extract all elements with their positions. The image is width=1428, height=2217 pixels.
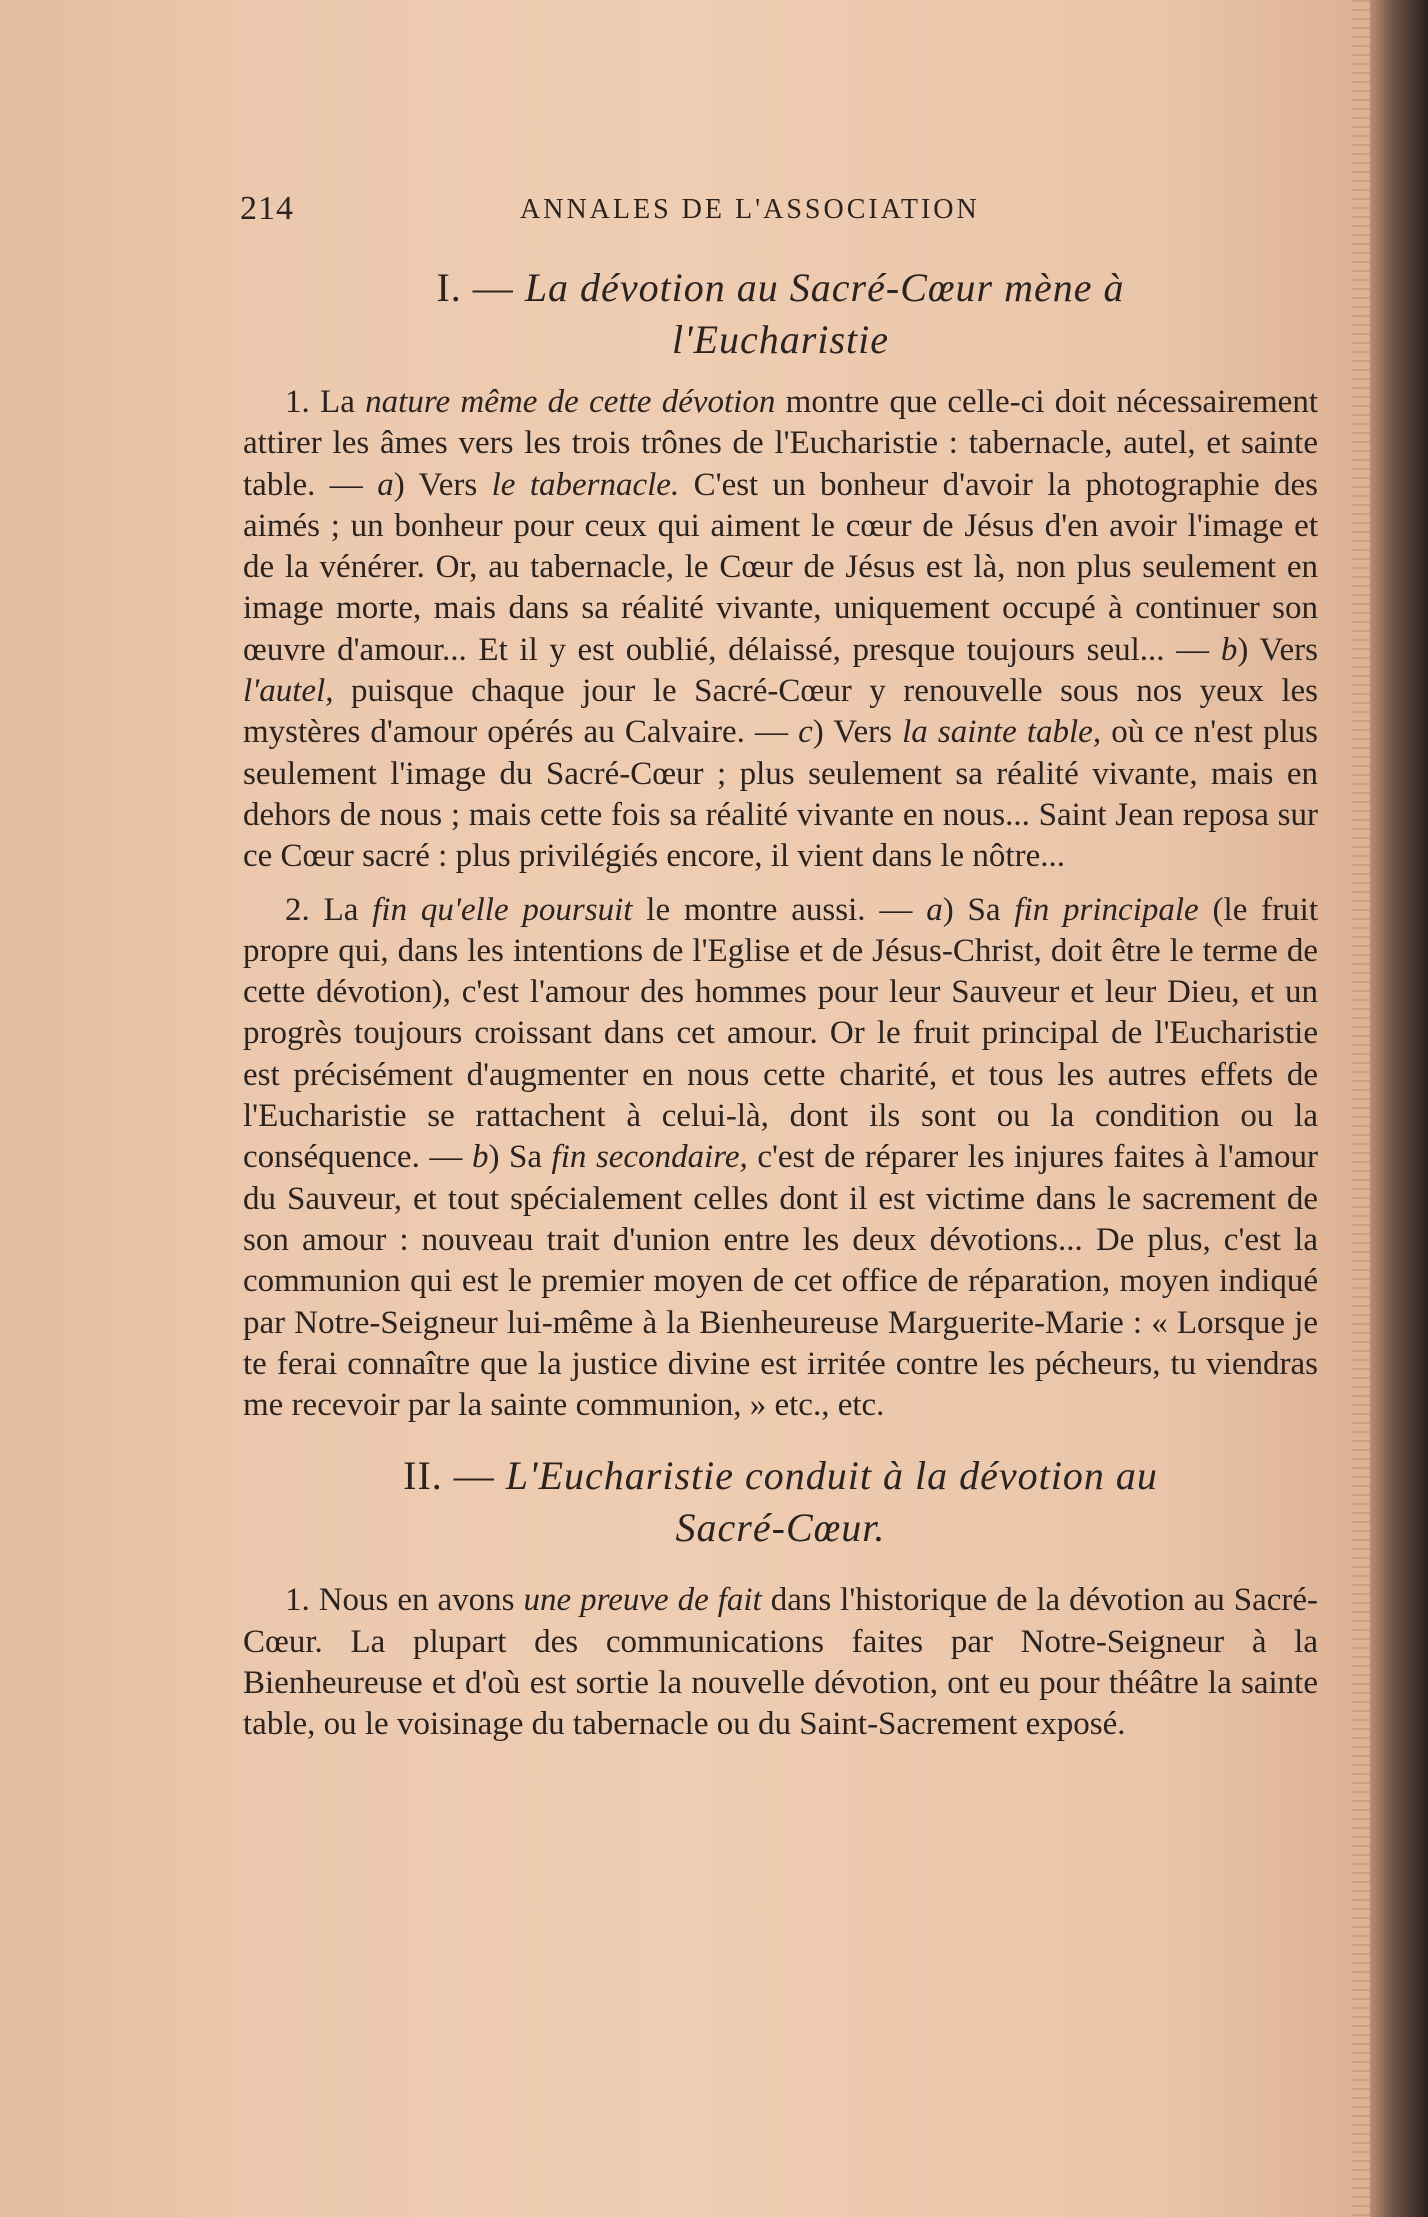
section-title-line-1: L'Eucharistie conduit à la dévotion au <box>505 1453 1158 1499</box>
text-run: C'est un bonheur d'avoir la photographie des aimés ; un bonheur pour ceux qui aiment le cœur de Jésus d'en avoir l'image et de la vénérer. Or, au tabernacle, le Cœur de Jésus est là, non plus seulement en image morte, mais dans sa réalité vivante, uniquement occupé à continuer son œuvre d'amour... Et il y est oublié, délaissé, presque toujours seul... — <box>243 466 1319 668</box>
emphasis-run: a <box>926 891 943 928</box>
text-run: (le fruit propre qui, dans les intentions de l'Eglise et de Jésus-Christ, doit être le terme de cette dévotion), c'est l'amour des hommes pour leur Sauveur et leur Dieu, et un progrès toujours croissant dans cet amour. Or le fruit principal de l'Eucharistie est précisément d'augmenter en nous cette charité, et tous les autres effets de l'Eucharistie se rattachent à celui-là, dont ils sont ou la condition ou la conséquence. — <box>243 891 1318 1176</box>
text-run: ) Vers <box>1237 631 1318 668</box>
emphasis-run: c <box>798 714 813 751</box>
paragraph-1 <box>243 382 1318 878</box>
page-header <box>240 190 1080 230</box>
section-heading-2 <box>243 1450 1318 1554</box>
section-title-line-2: l'Eucharistie <box>671 317 890 362</box>
text-run: puisque chaque jour le Sacré-Cœur y renouvelle sous nos yeux les mystères d'amour opérés au Calvaire. — <box>243 673 1318 751</box>
text-run: 2. La <box>285 891 373 928</box>
book-binding-edge <box>1370 0 1428 2217</box>
section-title-line-2: Sacré-Cœur. <box>675 1505 886 1551</box>
emphasis-run: b <box>1220 631 1238 668</box>
text-run: 1. Nous en avons <box>285 1582 524 1619</box>
paragraph-2 <box>243 890 1318 1427</box>
emphasis-run: fin secondaire, <box>551 1139 748 1176</box>
text-run: 1. La <box>285 384 366 420</box>
emphasis-run: le tabernacle. <box>491 466 680 503</box>
running-title: ANNALES DE L'ASSOCIATION <box>520 194 980 225</box>
text-run: c'est de réparer les injures faites à l'amour du Sauveur, et tout spécialement celles dont il est victime dans le sacrement de son amour : nouveau trait d'union entre les deux dévotions... De plus, c'est la communion qui est le premier moyen de cet office de réparation, moyen indiqué par Notre-Seigneur lui-même à la Bienheureuse Marguerite-Marie : « Lorsque je te ferai connaître que la justice divine est irritée contre les pécheurs, tu viendras me recevoir par la sainte communion, » etc., etc. <box>243 1139 1319 1424</box>
emphasis-run: la sainte table, <box>902 714 1102 751</box>
text-run: montre que celle-ci doit nécessairement attirer les âmes vers les trois trônes de l'Eucharistie : tabernacle, autel, et sainte table. — <box>243 384 1318 503</box>
section-number: II. — <box>403 1453 506 1499</box>
text-run: le montre aussi. — <box>632 891 927 928</box>
text-run: dans l'historique de la dévotion au Sacré-Cœur. La plupart des communications faites par Notre-Seigneur à la Bienheureuse et d'où est sortie la nouvelle dévotion, ont eu pour théâtre la sainte table, ou le voisinage du tabernacle ou du Saint-Sacrement exposé. <box>243 1582 1319 1743</box>
page-edge-shadow <box>1352 0 1372 2217</box>
text-run: ) Sa <box>942 891 1015 928</box>
emphasis-run: fin qu'elle poursuit <box>372 891 633 928</box>
section-number: I. — <box>436 265 525 310</box>
emphasis-run: nature même de cette dévotion <box>365 384 776 420</box>
section-title-line-1: La dévotion au Sacré-Cœur mène à <box>524 265 1125 310</box>
paragraph-3 <box>243 1580 1318 1745</box>
section-heading-1 <box>243 262 1318 366</box>
emphasis-run: fin principale <box>1014 891 1199 928</box>
emphasis-run: une preuve de fait <box>523 1582 762 1619</box>
page-body <box>243 262 1318 1746</box>
text-run: où ce n'est plus seulement l'image du Sacré-Cœur ; plus seulement sa réalité vivante, mais en dehors de nous ; mais cette fois sa réalité vivante en nous... Saint Jean reposa sur ce Cœur sacré : plus privilégiés encore, il vient dans le nôtre... <box>243 714 1318 875</box>
page-number: 214 <box>240 190 294 227</box>
text-run: ) Vers <box>393 466 492 503</box>
emphasis-run: l'autel, <box>243 673 334 710</box>
emphasis-run: a <box>377 466 394 503</box>
text-run: ) Sa <box>488 1139 552 1176</box>
emphasis-run: b <box>471 1139 489 1176</box>
text-run: ) Vers <box>812 714 903 751</box>
